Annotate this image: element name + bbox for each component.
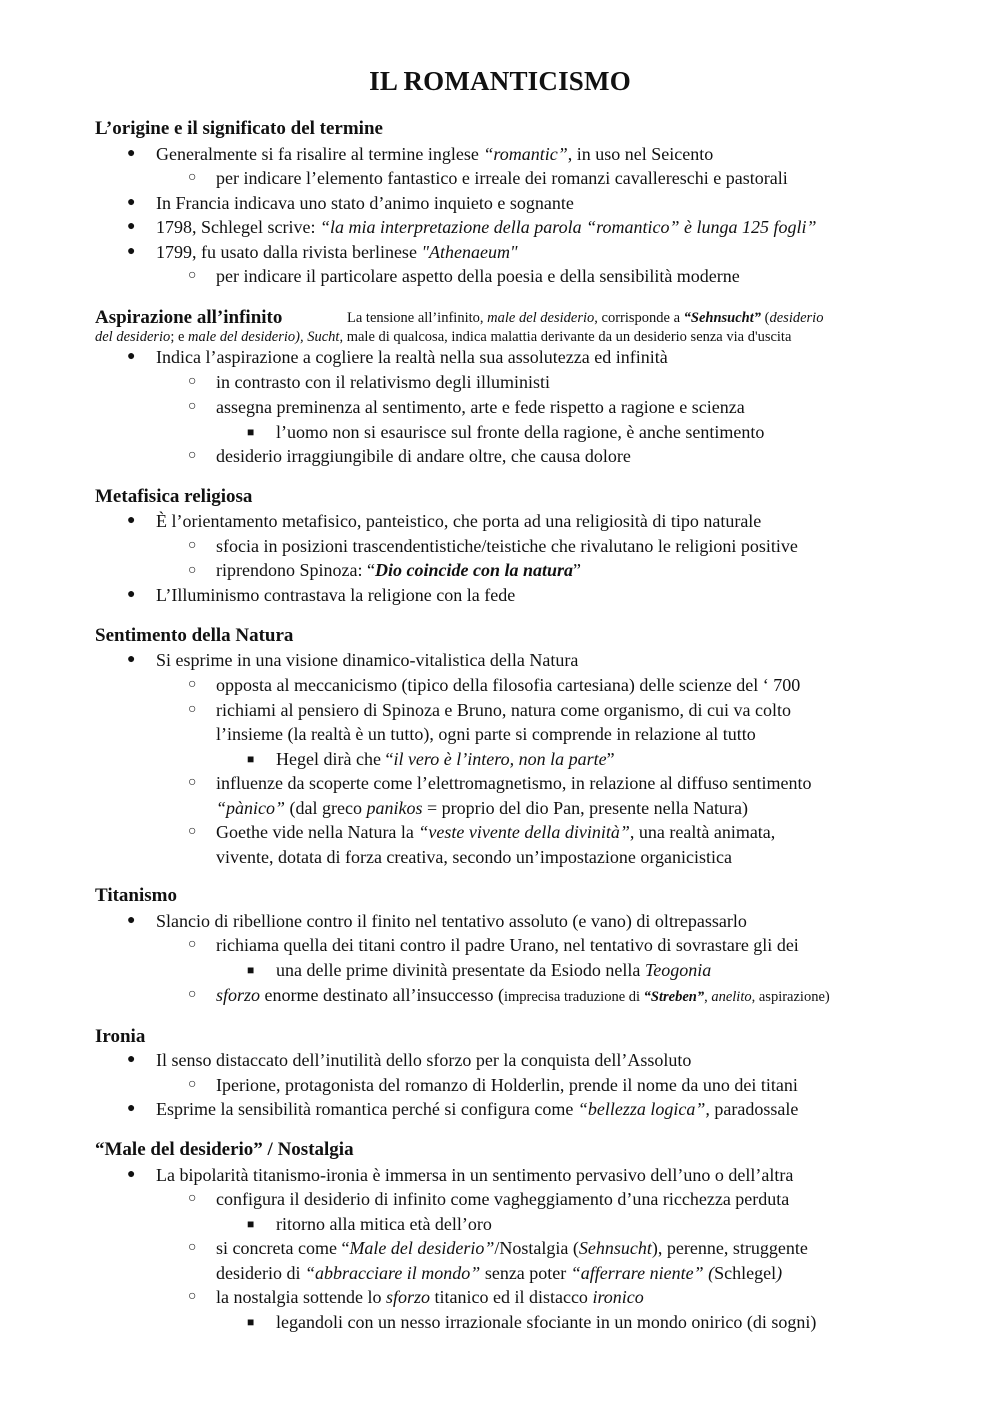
- list-item-continuation: desiderio di “abbracciare il mondo” senza poter “afferrare niente” (Schlegel): [216, 1263, 783, 1283]
- bullet-marker: ●: [127, 1101, 136, 1116]
- bullet-marker: ■: [247, 425, 255, 439]
- list-item: per indicare il particolare aspetto della poesia e della sensibilità moderne: [216, 266, 740, 286]
- section-note: La tensione all’infinito, male del desiderio, corrisponde a “Sehnsucht” (desiderio: [347, 310, 824, 326]
- bullet-marker: ●: [127, 652, 136, 667]
- bullet-marker: ■: [247, 1217, 255, 1231]
- list-item: legandoli con un nesso irrazionale sfociante in un mondo onirico (di sogni): [276, 1312, 817, 1332]
- list-item: desiderio irraggiungibile di andare oltre, che causa dolore: [216, 446, 631, 466]
- list-item: sforzo enorme destinato all’insuccesso (imprecisa traduzione di “Streben”, anelito, aspirazione): [216, 985, 830, 1005]
- list-item: Iperione, protagonista del romanzo di Holderlin, prende il nome da uno dei titani: [216, 1075, 798, 1095]
- bullet-marker: ○: [188, 538, 197, 553]
- bullet-marker: ○: [188, 1289, 197, 1304]
- list-item: Slancio di ribellione contro il finito nel tentativo assoluto (e vano) di oltrepassarlo: [156, 911, 747, 931]
- list-item: Esprime la sensibilità romantica perché si configura come “bellezza logica”, paradossale: [156, 1099, 799, 1119]
- bullet-marker: ■: [247, 963, 255, 977]
- bullet-marker: ○: [188, 170, 197, 185]
- bullet-marker: ○: [188, 677, 197, 692]
- list-item: l’uomo non si esaurisce sul fronte della ragione, è anche sentimento: [276, 422, 765, 442]
- bullet-marker: ○: [188, 987, 197, 1002]
- list-item: per indicare l’elemento fantastico e irreale dei romanzi cavallereschi e pastorali: [216, 168, 788, 188]
- bullet-marker: ●: [127, 1052, 136, 1067]
- bullet-marker: ○: [188, 563, 197, 578]
- list-item: opposta al meccanicismo (tipico della filosofia cartesiana) delle scienze del ‘ 700: [216, 675, 801, 695]
- bullet-marker: ○: [188, 268, 197, 283]
- list-item: sfocia in posizioni trascendentistiche/teistiche che rivalutano le religioni positive: [216, 536, 798, 556]
- list-item: Si esprime in una visione dinamico-vitalistica della Natura: [156, 650, 579, 670]
- bullet-marker: ○: [188, 702, 197, 717]
- list-item: riprendono Spinoza: “Dio coincide con la natura”: [216, 560, 581, 580]
- bullet-marker: ■: [247, 752, 255, 766]
- section-note: del desiderio; e male del desiderio), Sucht, male di qualcosa, indica malattia derivante da un desiderio senza via d'uscita: [95, 329, 792, 345]
- list-item: assegna preminenza al sentimento, arte e fede rispetto a ragione e scienza: [216, 397, 745, 417]
- list-item: la nostalgia sottende lo sforzo titanico ed il distacco ironico: [216, 1287, 644, 1307]
- list-item-continuation: l’insieme (la realtà è un tutto), ogni parte si comprende in relazione al tutto: [216, 724, 756, 744]
- page-title: IL ROMANTICISMO: [369, 66, 631, 96]
- list-item: 1799, fu usato dalla rivista berlinese "Athenaeum": [156, 242, 518, 262]
- list-item: La bipolarità titanismo-ironia è immersa in un sentimento pervasivo dell’uno o dell’altra: [156, 1165, 794, 1185]
- bullet-marker: ■: [247, 1315, 255, 1329]
- list-item: Hegel dirà che “il vero è l’intero, non la parte”: [276, 749, 615, 769]
- list-item: Il senso distaccato dell’inutilità dello sforzo per la conquista dell’Assoluto: [156, 1050, 692, 1070]
- list-item: L’Illuminismo contrastava la religione con la fede: [156, 585, 516, 605]
- bullet-marker: ○: [188, 1240, 197, 1255]
- bullet-marker: ●: [127, 244, 136, 259]
- bullet-marker: ●: [127, 195, 136, 210]
- bullet-marker: ○: [188, 448, 197, 463]
- list-item: Generalmente si fa risalire al termine inglese “romantic”, in uso nel Seicento: [156, 144, 714, 164]
- bullet-marker: ●: [127, 1167, 136, 1182]
- list-item: È l’orientamento metafisico, panteistico, che porta ad una religiosità di tipo naturale: [156, 511, 762, 531]
- bullet-marker: ●: [127, 587, 136, 602]
- bullet-marker: ●: [127, 349, 136, 364]
- list-item: in contrasto con il relativismo degli illuministi: [216, 372, 550, 392]
- bullet-marker: ●: [127, 913, 136, 928]
- bullet-marker: ○: [188, 775, 197, 790]
- section-heading-metafisica: Metafisica religiosa: [95, 486, 253, 507]
- section-heading-origine: L’origine e il significato del termine: [95, 118, 383, 139]
- bullet-marker: ○: [188, 937, 197, 952]
- bullet-marker: ●: [127, 146, 136, 161]
- bullet-marker: ○: [188, 824, 197, 839]
- section-heading-nostalgia: “Male del desiderio” / Nostalgia: [95, 1139, 354, 1160]
- list-item: In Francia indicava uno stato d’animo inquieto e sognante: [156, 193, 574, 213]
- bullet-marker: ○: [188, 1191, 197, 1206]
- bullet-marker: ○: [188, 1077, 197, 1092]
- section-heading-titanismo: Titanismo: [95, 885, 178, 906]
- list-item-continuation: “pànico” (dal greco panikos = proprio del dio Pan, presente nella Natura): [216, 798, 749, 818]
- list-item: Goethe vide nella Natura la “veste vivente della divinità”, una realtà animata,: [216, 822, 776, 842]
- list-item: Indica l’aspirazione a cogliere la realtà nella sua assolutezza ed infinità: [156, 347, 668, 367]
- list-item: richiami al pensiero di Spinoza e Bruno, natura come organismo, di cui va colto: [216, 700, 792, 720]
- list-item-continuation: vivente, dotata di forza creativa, secondo un’impostazione organicistica: [216, 847, 732, 867]
- list-item: richiama quella dei titani contro il padre Urano, nel tentativo di sovrastare gli dei: [216, 935, 799, 955]
- bullet-marker: ○: [188, 374, 197, 389]
- list-item: configura il desiderio di infinito come vagheggiamento d’una ricchezza perduta: [216, 1189, 790, 1209]
- list-item: una delle prime divinità presentate da Esiodo nella Teogonia: [276, 960, 712, 980]
- bullet-marker: ○: [188, 399, 197, 414]
- list-item: ritorno alla mitica età dell’oro: [276, 1214, 492, 1234]
- section-heading-aspirazione: Aspirazione all’infinito: [95, 307, 283, 328]
- list-item: si concreta come “Male del desiderio”/Nostalgia (Sehnsucht), perenne, struggente: [216, 1238, 808, 1258]
- bullet-marker: ●: [127, 513, 136, 528]
- bullet-marker: ●: [127, 219, 136, 234]
- list-item: 1798, Schlegel scrive: “la mia interpretazione della parola “romantico” è lunga 125 fogli”: [156, 217, 817, 237]
- section-heading-natura: Sentimento della Natura: [95, 625, 294, 646]
- section-heading-ironia: Ironia: [95, 1026, 146, 1047]
- list-item: influenze da scoperte come l’elettromagnetismo, in relazione al diffuso sentimento: [216, 773, 812, 793]
